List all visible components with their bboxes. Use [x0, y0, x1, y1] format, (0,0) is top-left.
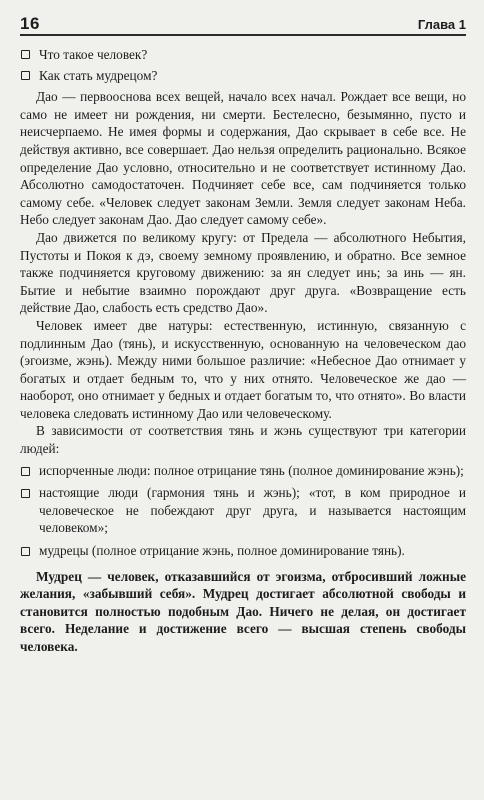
- category-item: [20, 462, 466, 480]
- paragraph: В зависимости от соответствия тянь и жэнь существуют три категории людей:: [20, 423, 466, 457]
- sage-text: — человек, отказавшийся от эгоизма, отбросивший ложные желания, «забывший себя». Мудрец достигает абсолютной свободы и становится полностью подобным Дао. Ничего не делая, он достигает всего. Неделание и достижение всего — высшая степень свободы человека.: [20, 568, 466, 654]
- checkbox-bullet-icon: [21, 489, 30, 498]
- category-text: мудрецы (полное отрицание жэнь, полное доминирование тянь).: [39, 543, 405, 559]
- category-text: настоящие люди (гармония тянь и жэнь); «тот, в ком природное и человеческое не побеждают друг друга, и называется настоящим человеком»;: [39, 485, 466, 536]
- question-text: Что такое человек?: [39, 47, 148, 62]
- paragraph: Дао движется по великому кругу: от Предела — абсолютного Небытия, Пустоты и Покоя к дэ, своему земному проявлению, и обратно. Все земное также подчиняется круговому движению: за ян следует инь; за инь — ян. Бытие и небытие взаимно порождают друг друга. «Возвращение есть действие Дао, слабость есть средство Дао».: [20, 229, 466, 316]
- category-item: [20, 484, 466, 537]
- paragraph: Человек имеет две натуры: естественную, истинную, связанную с подлинным Дао (тянь), и искусственную, основанную на человеческом дао (эгоизме, жэнь). Между ними большое различие: «Небесное Дао отнимает у богатых и отдает бедным то, что у них отнято. Человеческое же дао — наоборот, оно отнимает у бедных и отдает богатым то, что отнято». Во власти человека следовать истинному Дао или человеческому.: [20, 317, 466, 421]
- page-body: [20, 46, 466, 656]
- checkbox-bullet-icon: [21, 467, 30, 476]
- paragraph: Дао — первооснова всех вещей, начало всех начал. Рождает все вещи, но само не имеет ни рождения, ни смерти. Бестелесно, безымянно, пусто и неисчерпаемо. Не имея формы и содержания, Дао скрывает в себе все. Не действуя активно, все совершает. Дао нельзя определить рационально. Всякое определение Дао условно, относительно и не соответствует истинному Дао. Абсолютно самодостаточен. Подчиняет себе все, сам подчиняется только самому себе. «Человек следует законам Земли. Земля следует законам Неба. Небо следует законам Дао. Дао следует самому себе».: [20, 89, 466, 228]
- sage-definition: [20, 568, 466, 656]
- sage-term: Мудрец: [36, 568, 82, 584]
- category-text: испорченные люди: полное отрицание тянь (полное доминирование жэнь);: [39, 462, 464, 478]
- checkbox-bullet-icon: [21, 547, 30, 556]
- running-head: [20, 8, 466, 36]
- category-list: [20, 462, 466, 560]
- checkbox-bullet-icon: [21, 50, 30, 59]
- page-number: 16: [20, 14, 40, 33]
- question-text: Как стать мудрецом?: [39, 67, 158, 83]
- question-item: [20, 67, 466, 85]
- checkbox-bullet-icon: [21, 71, 30, 80]
- question-list: [20, 46, 466, 84]
- chapter-label: Глава 1: [417, 17, 466, 32]
- category-item: [20, 542, 466, 560]
- question-item: [20, 46, 466, 64]
